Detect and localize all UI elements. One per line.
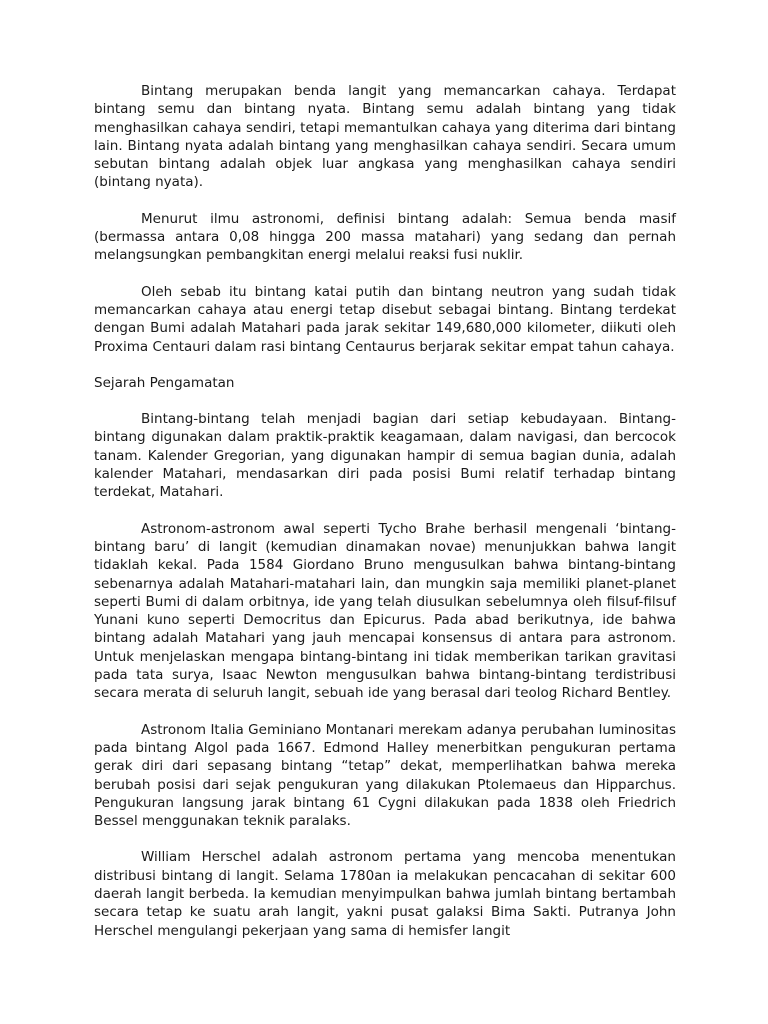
paragraph-astronomy-definition: Menurut ilmu astronomi, definisi bintang adalah: Semua benda masif (bermassa antara 0,08 hingga 200 massa matahari) yang sedang dan pernah melangsungkan pembangkitan energi melalui reaksi fusi nuklir.	[94, 210, 676, 264]
paragraph-culture: Bintang-bintang telah menjadi bagian dari setiap kebudayaan. Bintang-bintang digunakan dalam praktik-praktik keagamaan, dalam navigasi, dan bercocok tanam. Kalender Gregorian, yang digunakan hampir di semua bagian dunia, adalah kalender Matahari, mendasarkan diri pada posisi Bumi relatif terhadap bintang terdekat, Matahari.	[94, 411, 676, 501]
paragraph-nearest-star: Oleh sebab itu bintang katai putih dan bintang neutron yang sudah tidak memancarkan cahaya atau energi tetap disebut sebagai bintang. Bintang terdekat dengan Bumi adalah Matahari pada jarak sekitar 149,680,000 kilometer, diikuti oleh Proxima Centauri dalam rasi bintang Centaurus berjarak sekitar empat tahun cahaya.	[94, 283, 676, 355]
section-heading: Sejarah Pengamatan	[94, 374, 235, 391]
paragraph-herschel: William Herschel adalah astronom pertama yang mencoba menentukan distribusi bintang di langit. Selama 1780an ia melakukan pencacahan di sekitar 600 daerah langit berbeda. Ia kemudian menyimpulkan bahwa jumlah bintang bertambah secara tetap ke suatu arah langit, yakni pusat galaksi Bima Sakti. Putranya John Herschel mengulangi pekerjaan yang sama di hemisfer langit	[94, 849, 676, 939]
paragraph-early-astronomers: Astronom-astronom awal seperti Tycho Brahe berhasil mengenali ‘bintang-bintang baru’ di langit (kemudian dinamakan novae) menunjukkan bahwa langit tidaklah kekal. Pada 1584 Giordano Bruno mengusulkan bahwa bintang-bintang sebenarnya adalah Matahari-matahari lain, dan mungkin saja memiliki planet-planet seperti Bumi di dalam orbitnya, ide yang telah diusulkan sebelumnya oleh filsuf-filsuf Yunani kuno seperti Democritus dan Epicurus. Pada abad berikutnya, ide bahwa bintang adalah Matahari yang jauh mencapai konsensus di antara para astronom. Untuk menjelaskan mengapa bintang-bintang ini tidak memberikan tarikan gravitasi pada tata surya, Isaac Newton mengusulkan bahwa bintang-bintang terdistribusi secara merata di seluruh langit, sebuah ide yang berasal dari teolog Richard Bentley.	[94, 520, 676, 702]
paragraph-definition: Bintang merupakan benda langit yang memancarkan cahaya. Terdapat bintang semu dan bintang nyata. Bintang semu adalah bintang yang tidak menghasilkan cahaya sendiri, tetapi memantulkan cahaya yang diterima dari bintang lain. Bintang nyata adalah bintang yang menghasilkan cahaya sendiri. Secara umum sebutan bintang adalah objek luar angkasa yang menghasilkan cahaya sendiri (bintang nyata).	[94, 83, 676, 191]
document-page	[94, 82, 676, 958]
paragraph-montanari: Astronom Italia Geminiano Montanari merekam adanya perubahan luminositas pada bintang Algol pada 1667. Edmond Halley menerbitkan pengukuran pertama gerak diri dari sepasang bintang “tetap” dekat, memperlihatkan bahwa mereka berubah posisi dari sejak pengukuran yang dilakukan Ptolemaeus dan Hipparchus. Pengukuran langsung jarak bintang 61 Cygni dilakukan pada 1838 oleh Friedrich Bessel menggunakan teknik paralaks.	[94, 721, 676, 830]
